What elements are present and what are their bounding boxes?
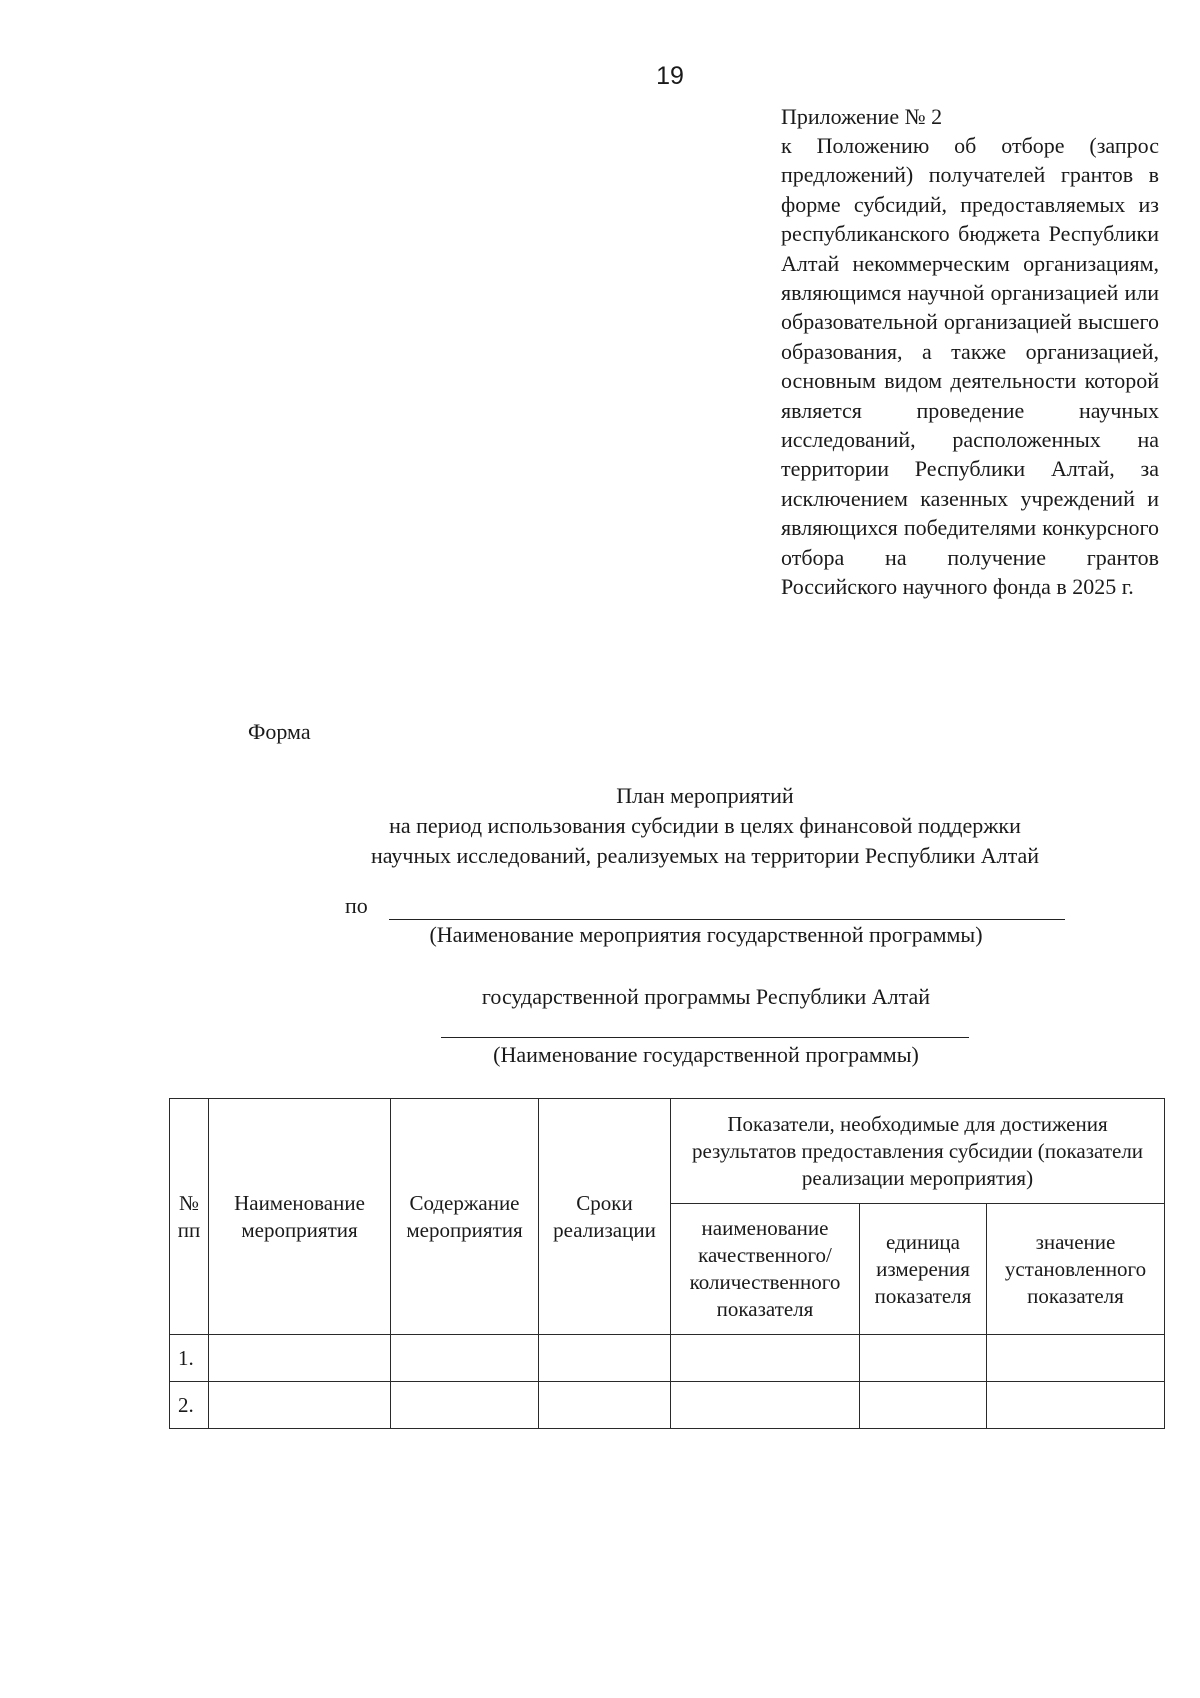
cell-indicator-name[interactable] [671,1382,860,1429]
header-indicator-name: наименование качественного/ количественного показателя [671,1204,860,1335]
header-name: Наименование мероприятия [209,1099,391,1335]
cell-terms[interactable] [539,1335,671,1382]
plan-title-line-3: научных исследований, реализуемых на территории Республики Алтай [370,843,1040,868]
plan-title-line-1: План мероприятий [616,783,794,808]
po-label: по [345,893,368,918]
cell-indicator-value[interactable] [987,1335,1165,1382]
table-row [170,1382,1165,1429]
appendix-block [781,102,1159,602]
cell-content[interactable] [391,1382,539,1429]
cell-indicator-unit[interactable] [860,1382,987,1429]
cell-indicator-value[interactable] [987,1382,1165,1429]
header-terms: Сроки реализации [539,1099,671,1335]
header-indicator-unit: единица измерения показателя [860,1204,987,1335]
appendix-text: к Положению об отборе (запрос предложений) получателей грантов в форме субсидий, предоставляемых из республиканского бюджета Республики Алтай некоммерческим организациям, являющимся научной организацией или образовательной организацией высшего образования, а также организацией, основным видом деятельности которой является проведение научных исследований, расположенных на территории Республики Алтай, за исключением казенных учреждений и являющихся победителями конкурсного отбора на получение грантов Российского научного фонда в 2025 г. [781,133,1159,600]
cell-name[interactable] [209,1382,391,1429]
cell-terms[interactable] [539,1382,671,1429]
appendix-title: Приложение № 2 [781,104,943,129]
po-field [345,893,1065,919]
header-num: № пп [170,1099,209,1335]
header-indicator-value: значение установленного показателя [987,1204,1165,1335]
gp-title: государственной программы Республики Алтай [481,984,931,1009]
cell-indicator-name[interactable] [671,1335,860,1382]
cell-indicator-unit[interactable] [860,1335,987,1382]
cell-content[interactable] [391,1335,539,1382]
form-label: Форма [248,719,311,744]
header-indicators: Показатели, необходимые для достижения результатов предоставления субсидии (показатели реализации мероприятия) [671,1099,1165,1204]
table-header-row-1 [170,1099,1165,1204]
row-number: 1. [170,1335,209,1382]
header-content: Содержание мероприятия [391,1099,539,1335]
plan-table [169,1098,1165,1429]
po-caption: (Наименование мероприятия государственной программы) [429,922,983,947]
plan-title [0,781,1200,871]
gp-blank-line [441,1037,969,1038]
row-number: 2. [170,1382,209,1429]
gp-caption: (Наименование государственной программы) [493,1042,919,1067]
page-number: 19 [656,62,684,90]
table-row [170,1335,1165,1382]
plan-title-line-2: на период использования субсидии в целях финансовой поддержки [389,813,1021,838]
cell-name[interactable] [209,1335,391,1382]
po-blank-line [389,919,1065,920]
